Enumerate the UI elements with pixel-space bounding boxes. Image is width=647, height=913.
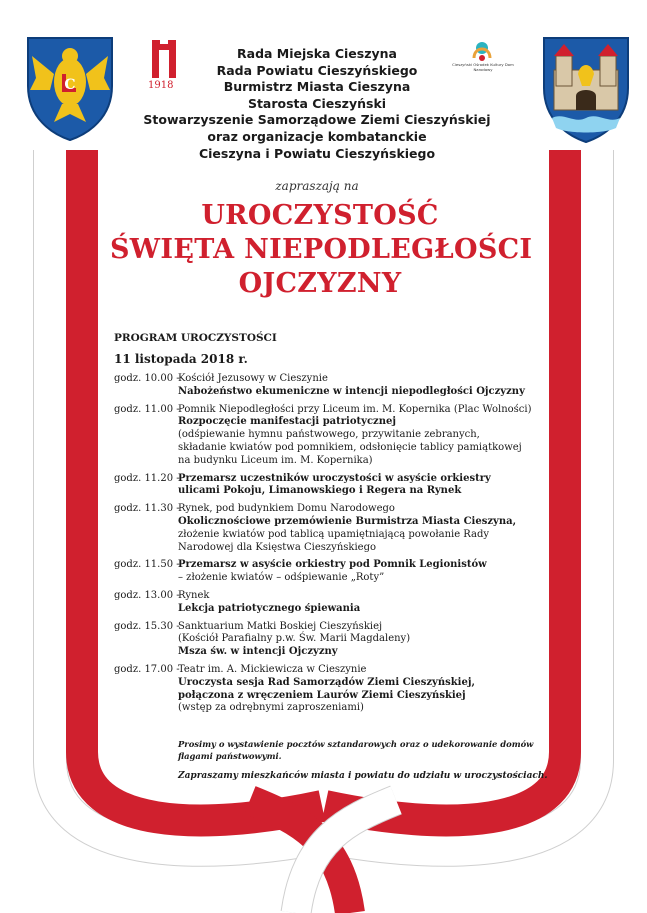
program-description bbox=[178, 404, 544, 468]
program-line: Pomnik Niepodległości przy Liceum im. M. Kopernika (Plac Wolności) bbox=[178, 403, 532, 415]
program-time: godz. 11.00 - bbox=[114, 403, 180, 415]
program-line: Przemarsz w asyście orkiestry pod Pomnik Legionistów bbox=[178, 559, 487, 571]
program-line: ulicami Pokoju, Limanowskiego i Regera na Rynek bbox=[178, 485, 462, 497]
program-line: (wstęp za odrębnymi zaproszeniami) bbox=[178, 702, 364, 714]
event-title bbox=[110, 199, 533, 301]
program-item bbox=[114, 590, 544, 616]
program-description bbox=[178, 373, 544, 399]
program-time: godz. 10.00 - bbox=[114, 373, 180, 384]
program-time: godz. 15.30 - bbox=[114, 620, 180, 632]
program-line: – złożenie kwiatów – odśpiewanie „Roty” bbox=[178, 572, 385, 584]
program-item bbox=[114, 559, 544, 585]
organizer-line: Cieszyna i Powiatu Cieszyńskiego bbox=[198, 145, 436, 161]
program-line: Sanktuarium Matki Boskiej Cieszyńskiej bbox=[178, 620, 383, 632]
program-description bbox=[178, 590, 544, 616]
program-time: godz. 11.20 - bbox=[114, 472, 180, 484]
program-line: Msza św. w intencji Ojczyzny bbox=[178, 646, 338, 658]
program-line: Rynek bbox=[178, 589, 210, 601]
cieszyn-crest-icon bbox=[540, 34, 632, 144]
note-flags: Prosimy o wystawienie pocztów sztandarowych oraz o udekorowanie domów flagami państwowymi. bbox=[178, 739, 534, 761]
invite-text: zapraszają na bbox=[275, 179, 359, 193]
program-time: godz. 11.50 - bbox=[114, 559, 180, 571]
program-time: godz. 13.00 - bbox=[114, 589, 180, 601]
program-description bbox=[178, 559, 544, 585]
program-item bbox=[114, 404, 544, 468]
silesian-eagle-icon bbox=[24, 34, 116, 142]
title-line: OJCZYZNY bbox=[238, 268, 402, 299]
organizer-line: Burmistrz Miasta Cieszyna bbox=[223, 79, 411, 95]
organizer-line: Rada Powiatu Cieszyńskiego bbox=[216, 62, 418, 78]
program-line: składanie kwiatów pod pomnikiem, odsłonięcie tablicy pamiątkowej bbox=[178, 441, 522, 453]
program-time: godz. 11.30 - bbox=[114, 503, 180, 515]
program-item bbox=[114, 473, 544, 499]
title-line: UROCZYSTOŚĆ bbox=[201, 200, 439, 231]
program-line: (odśpiewanie hymnu państwowego, przywitanie zebranych, bbox=[178, 429, 480, 441]
program-line: Rozpoczęcie manifestacji patriotycznej bbox=[178, 416, 396, 428]
program-line: (Kościół Parafialny p.w. Św. Marii Magdaleny) bbox=[178, 633, 411, 645]
organizer-line: oraz organizacje kombatanckie bbox=[207, 128, 427, 144]
program-line: Lekcja patriotycznego śpiewania bbox=[178, 602, 361, 614]
notes bbox=[178, 738, 548, 782]
program-heading: PROGRAM UROCZYSTOŚCI bbox=[114, 332, 277, 344]
program-line: Przemarsz uczestników uroczystości w asyście orkiestry bbox=[178, 472, 491, 484]
program-item bbox=[114, 373, 544, 399]
organizer-line: Rada Miejska Cieszyna bbox=[237, 46, 397, 61]
program-description bbox=[178, 503, 544, 554]
program-line: Uroczysta sesja Rad Samorządów Ziemi Cieszyńskiej, bbox=[178, 676, 475, 688]
program-line: Okolicznościowe przemówienie Burmistrza Miasta Cieszyna, bbox=[178, 515, 517, 527]
program-description bbox=[178, 664, 544, 715]
program-description bbox=[178, 473, 544, 499]
program-line: połączona z wręczeniem Laurów Ziemi Cieszyńskiej bbox=[178, 689, 466, 701]
cultural-center-label: Cieszyński Ośrodek Kultury Dom Narodowy bbox=[452, 62, 514, 72]
organizer-line: Stowarzyszenie Samorządowe Ziemi Cieszyńskiej bbox=[143, 112, 491, 128]
monument-year: 1918 bbox=[148, 80, 174, 91]
program-line: Kościół Jezusowy w Cieszynie bbox=[178, 373, 328, 384]
svg-text:C: C bbox=[64, 77, 76, 93]
program-description bbox=[178, 621, 544, 659]
title-line: ŚWIĘTA NIEPODLEGŁOŚCI bbox=[110, 234, 533, 265]
program-line: na budynku Liceum im. M. Kopernika) bbox=[178, 454, 373, 466]
program-line: złożenie kwiatów pod tablicą upamiętniającą powołanie Rady bbox=[178, 528, 490, 540]
note-invitation: Zapraszamy mieszkańców miasta i powiatu do udziału w uroczystościach. bbox=[178, 771, 548, 781]
program-line: Narodowej dla Księstwa Cieszyńskiego bbox=[178, 541, 376, 553]
program-item bbox=[114, 664, 544, 715]
program-item bbox=[114, 503, 544, 554]
organizers-list bbox=[130, 46, 504, 162]
program-list bbox=[114, 373, 544, 720]
program-line: Teatr im. A. Mickiewicza w Cieszynie bbox=[178, 663, 367, 675]
program-date: 11 listopada 2018 r. bbox=[114, 352, 248, 366]
program-time: godz. 17.00 - bbox=[114, 663, 180, 675]
organizer-line: Starosta Cieszyński bbox=[247, 95, 387, 111]
program-item bbox=[114, 621, 544, 659]
program-line: Rynek, pod budynkiem Domu Narodowego bbox=[178, 503, 395, 515]
program-line: Nabożeństwo ekumeniczne w intencji niepodległości Ojczyzny bbox=[178, 385, 525, 397]
